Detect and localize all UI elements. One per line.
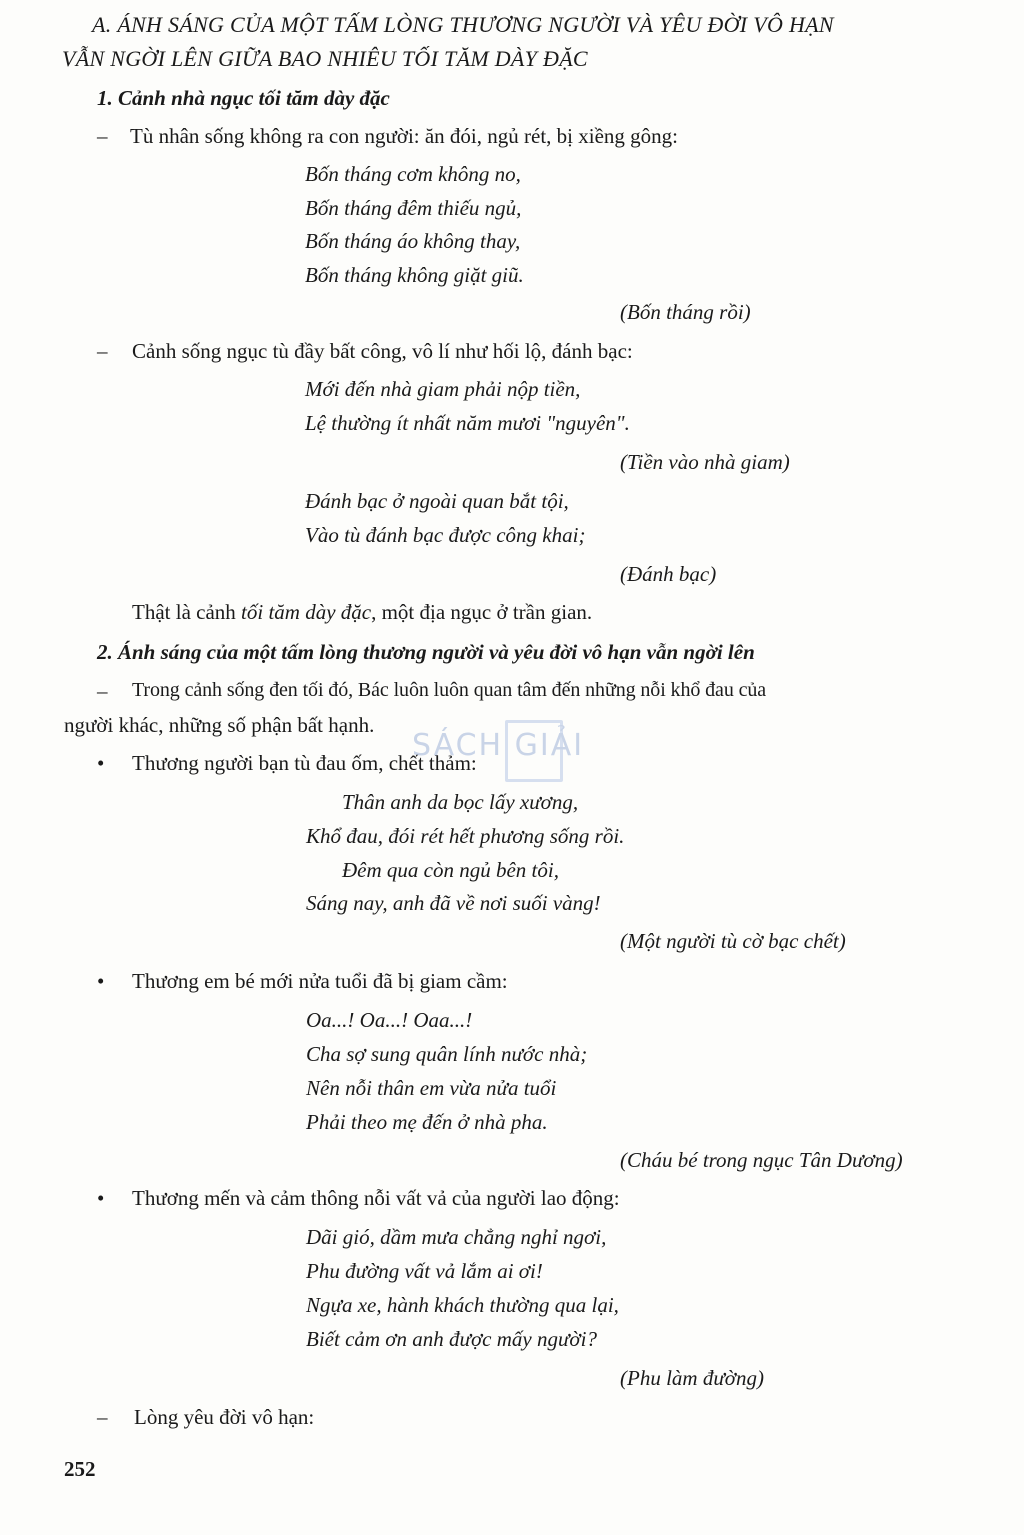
subheading-2: 2. Ánh sáng của một tấm lòng thương người và yêu đời vô hạn vẫn ngời lên: [97, 640, 755, 664]
dash-marker: –: [97, 339, 108, 363]
conclusion-text: Thật là cảnh: [132, 600, 242, 624]
poem-line: Thân anh da bọc lấy xương,: [342, 790, 579, 814]
conclusion-text: , một địa ngục ở trần gian.: [371, 600, 593, 624]
poem-line: Bốn tháng cơm không no,: [305, 162, 521, 186]
poem-line: Oa...! Oa...! Oaa...!: [306, 1008, 473, 1032]
poem-line: Đêm qua còn ngủ bên tôi,: [342, 858, 559, 882]
section-heading-line-1: A. ÁNH SÁNG CỦA MỘT TẤM LÒNG THƯƠNG NGƯỜI VÀ YÊU ĐỜI VÔ HẠN: [92, 12, 834, 37]
watermark-logo: [412, 728, 622, 774]
poem-line: Phu đường vất vả lắm ai ơi!: [306, 1259, 543, 1283]
poem-line: Dãi gió, dầm mưa chẳng nghỉ ngơi,: [306, 1225, 607, 1249]
poem-source: (Một người tù cờ bạc chết): [620, 929, 846, 953]
paragraph-prisoner-life: Tù nhân sống không ra con người: ăn đói, ngủ rét, bị xiềng gông:: [130, 124, 678, 148]
dash-marker: –: [97, 1405, 108, 1429]
bullet-baby-prisoner: Thương em bé mới nửa tuổi đã bị giam cầm:: [132, 969, 508, 993]
poem-line: Bốn tháng áo không thay,: [305, 229, 521, 253]
subheading-1: 1. Cảnh nhà ngục tối tăm dày đặc: [97, 86, 390, 110]
poem-source: (Phu làm đường): [620, 1366, 764, 1390]
poem-line: Vào tù đánh bạc được công khai;: [305, 523, 586, 547]
paragraph-love-of-life: Lòng yêu đời vô hạn:: [134, 1405, 315, 1429]
poem-source: (Cháu bé trong ngục Tân Dương): [620, 1148, 903, 1172]
paragraph-prison-injustice: Cảnh sống ngục tù đầy bất công, vô lí như hối lộ, đánh bạc:: [132, 339, 633, 363]
poem-line: Mới đến nhà giam phải nộp tiền,: [305, 377, 581, 401]
paragraph-compassion-line-2: người khác, những số phận bất hạnh.: [64, 713, 375, 737]
bullet-laborers: Thương mến và cảm thông nỗi vất vả của người lao động:: [132, 1186, 620, 1210]
poem-line: Cha sợ sung quân lính nước nhà;: [306, 1042, 588, 1066]
bullet-marker: •: [97, 969, 105, 993]
poem-source: (Đánh bạc): [620, 562, 717, 586]
poem-line: Nên nỗi thân em vừa nửa tuổi: [306, 1076, 557, 1100]
dash-marker: –: [97, 124, 108, 148]
poem-source: (Bốn tháng rồi): [620, 300, 751, 324]
poem-line: Bốn tháng đêm thiếu ngủ,: [305, 196, 522, 220]
conclusion-emphasis: tối tăm dày đặc: [241, 600, 372, 624]
bullet-marker: •: [97, 751, 105, 775]
watermark-text: SÁCH GIẢI: [412, 728, 585, 763]
poem-line: Khổ đau, đói rét hết phương sống rồi.: [306, 824, 625, 848]
poem-line: Sáng nay, anh đã về nơi suối vàng!: [306, 891, 601, 915]
dash-marker: –: [97, 679, 108, 703]
section-heading-line-2: VẪN NGỜI LÊN GIỮA BAO NHIÊU TỐI TĂM DÀY ĐẶC: [62, 46, 588, 71]
bullet-sick-prisoner: Thương người bạn tù đau ốm, chết thảm:: [132, 751, 477, 775]
paragraph-compassion-line-1: Trong cảnh sống đen tối đó, Bác luôn luôn quan tâm đến những nỗi khổ đau của: [132, 679, 767, 701]
poem-line: Lệ thường ít nhất năm mươi "nguyên".: [305, 411, 630, 435]
poem-line: Phải theo mẹ đến ở nhà pha.: [306, 1110, 548, 1134]
poem-line: Biết cảm ơn anh được mấy người?: [306, 1327, 597, 1351]
poem-source: (Tiền vào nhà giam): [620, 450, 790, 474]
poem-line: Ngựa xe, hành khách thường qua lại,: [306, 1293, 619, 1317]
bullet-marker: •: [97, 1186, 105, 1210]
poem-line: Bốn tháng không giặt giũ.: [305, 263, 524, 287]
conclusion-sentence: [132, 600, 592, 625]
poem-line: Đánh bạc ở ngoài quan bắt tội,: [305, 489, 569, 513]
page-number: 252: [64, 1457, 96, 1481]
